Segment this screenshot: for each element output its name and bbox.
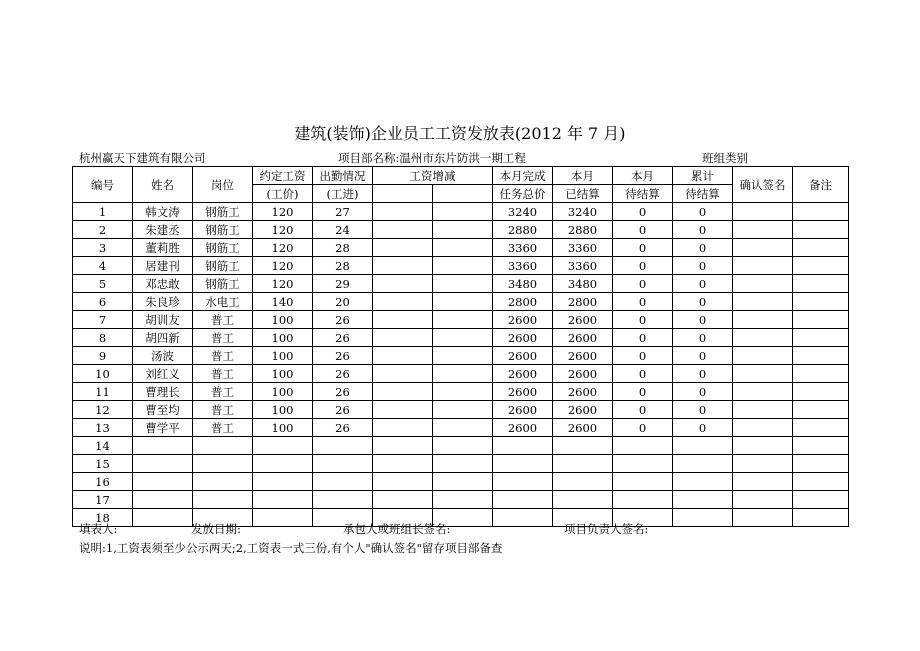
team-type-label: 班组类别 [702, 151, 748, 165]
cell-name: 韩文涛 [133, 203, 193, 221]
cell-adjust-a [373, 473, 433, 491]
table-row [73, 419, 849, 437]
table-row [73, 257, 849, 275]
cell-name [133, 437, 193, 455]
header-adjust-a [373, 185, 433, 203]
cell-cumulative [673, 473, 733, 491]
cell-settled: 2800 [553, 293, 613, 311]
cell-adjust-a [373, 203, 433, 221]
cell-name: 汤波 [133, 347, 193, 365]
cell-no: 11 [73, 383, 133, 401]
table-row [73, 311, 849, 329]
cell-total: 2600 [493, 401, 553, 419]
cell-remark [793, 221, 849, 239]
cell-name: 胡四新 [133, 329, 193, 347]
header-settled-sub: 已结算 [553, 185, 613, 203]
cell-days [313, 491, 373, 509]
header-no: 编号 [73, 167, 133, 203]
cell-remark [793, 257, 849, 275]
cell-post: 普工 [193, 419, 253, 437]
header-pending: 本月 [613, 167, 673, 185]
cell-pending: 0 [613, 221, 673, 239]
cell-adjust-b [433, 491, 493, 509]
cell-settled: 3240 [553, 203, 613, 221]
cell-adjust-a [373, 239, 433, 257]
header-adjust: 工资增减 [373, 167, 493, 185]
cell-wage: 100 [253, 347, 313, 365]
cell-total: 2600 [493, 329, 553, 347]
cell-no: 5 [73, 275, 133, 293]
cell-confirm [733, 401, 793, 419]
cell-days: 26 [313, 383, 373, 401]
cell-cumulative [673, 437, 733, 455]
cell-adjust-b [433, 293, 493, 311]
cell-adjust-a [373, 419, 433, 437]
cell-adjust-b [433, 347, 493, 365]
cell-remark [793, 491, 849, 509]
cell-total: 2880 [493, 221, 553, 239]
cell-cumulative [673, 455, 733, 473]
cell-confirm [733, 311, 793, 329]
cell-days [313, 473, 373, 491]
cell-total [493, 473, 553, 491]
cell-post [193, 437, 253, 455]
cell-confirm [733, 257, 793, 275]
header-row [73, 167, 849, 185]
header-wage: 约定工资 [253, 167, 313, 185]
cell-pending [613, 455, 673, 473]
header-name: 姓名 [133, 167, 193, 203]
cell-settled: 2600 [553, 419, 613, 437]
cell-no: 18 [73, 509, 133, 527]
cell-total: 3480 [493, 275, 553, 293]
cell-remark [793, 401, 849, 419]
cell-wage: 100 [253, 419, 313, 437]
cell-cumulative: 0 [673, 293, 733, 311]
cell-wage [253, 455, 313, 473]
cell-wage: 100 [253, 329, 313, 347]
cell-confirm [733, 473, 793, 491]
cell-name: 朱良珍 [133, 293, 193, 311]
page-title: 建筑(装饰)企业员工工资发放表(2012 年 7 月) [294, 124, 626, 143]
header-total-sub: 任务总价 [493, 185, 553, 203]
cell-name: 胡训友 [133, 311, 193, 329]
cell-days: 26 [313, 401, 373, 419]
cell-wage [253, 491, 313, 509]
header-attendance-sub: (工进) [313, 185, 373, 203]
cell-name: 刘红义 [133, 365, 193, 383]
cell-settled: 3360 [553, 257, 613, 275]
cell-name: 董莉胜 [133, 239, 193, 257]
cell-name: 邓忠敢 [133, 275, 193, 293]
contractor-sign-label: 承包人或班组长签名: [343, 522, 451, 536]
cell-wage: 120 [253, 257, 313, 275]
cell-name: 曹理长 [133, 383, 193, 401]
cell-no: 16 [73, 473, 133, 491]
cell-adjust-b [433, 401, 493, 419]
table-row [73, 365, 849, 383]
header-cumulative-sub: 待结算 [673, 185, 733, 203]
cell-adjust-a [373, 329, 433, 347]
cell-wage: 140 [253, 293, 313, 311]
cell-name: 曹至均 [133, 401, 193, 419]
cell-remark [793, 383, 849, 401]
cell-confirm [733, 509, 793, 527]
header-cumulative: 累计 [673, 167, 733, 185]
cell-post: 普工 [193, 383, 253, 401]
cell-cumulative: 0 [673, 311, 733, 329]
cell-name [133, 473, 193, 491]
cell-cumulative: 0 [673, 275, 733, 293]
cell-cumulative [673, 509, 733, 527]
cell-name: 居建刊 [133, 257, 193, 275]
table-row [73, 239, 849, 257]
cell-pending: 0 [613, 311, 673, 329]
cell-no: 10 [73, 365, 133, 383]
cell-confirm [733, 203, 793, 221]
cell-days: 29 [313, 275, 373, 293]
cell-post: 普工 [193, 311, 253, 329]
cell-no: 2 [73, 221, 133, 239]
table-row [73, 221, 849, 239]
cell-cumulative: 0 [673, 347, 733, 365]
table-row [73, 203, 849, 221]
cell-settled: 2600 [553, 311, 613, 329]
cell-total: 2600 [493, 383, 553, 401]
cell-total: 3360 [493, 239, 553, 257]
cell-pending: 0 [613, 203, 673, 221]
cell-pending: 0 [613, 257, 673, 275]
cell-settled: 2600 [553, 401, 613, 419]
cell-total [493, 437, 553, 455]
header-settled: 本月 [553, 167, 613, 185]
cell-wage: 100 [253, 365, 313, 383]
table-row [73, 491, 849, 509]
cell-adjust-a [373, 491, 433, 509]
cell-pending: 0 [613, 347, 673, 365]
cell-confirm [733, 347, 793, 365]
cell-post: 普工 [193, 401, 253, 419]
cell-days: 26 [313, 419, 373, 437]
cell-adjust-b [433, 383, 493, 401]
cell-wage: 120 [253, 275, 313, 293]
cell-total: 2600 [493, 311, 553, 329]
cell-remark [793, 347, 849, 365]
table-row [73, 275, 849, 293]
table-row [73, 347, 849, 365]
cell-pending: 0 [613, 239, 673, 257]
cell-adjust-b [433, 329, 493, 347]
cell-no: 17 [73, 491, 133, 509]
cell-no: 15 [73, 455, 133, 473]
header-confirm: 确认签名 [733, 167, 793, 203]
table-row [73, 293, 849, 311]
cell-wage: 100 [253, 311, 313, 329]
cell-settled: 2600 [553, 347, 613, 365]
cell-adjust-a [373, 365, 433, 383]
cell-name [133, 455, 193, 473]
cell-remark [793, 437, 849, 455]
cell-settled: 2880 [553, 221, 613, 239]
cell-cumulative: 0 [673, 221, 733, 239]
cell-pending: 0 [613, 383, 673, 401]
cell-pending [613, 491, 673, 509]
cell-cumulative: 0 [673, 419, 733, 437]
header-post: 岗位 [193, 167, 253, 203]
cell-adjust-b [433, 311, 493, 329]
cell-pending: 0 [613, 293, 673, 311]
cell-cumulative: 0 [673, 383, 733, 401]
cell-wage: 120 [253, 239, 313, 257]
cell-adjust-b [433, 221, 493, 239]
cell-total: 3240 [493, 203, 553, 221]
cell-post: 钢筋工 [193, 221, 253, 239]
cell-total: 2600 [493, 365, 553, 383]
cell-days: 28 [313, 239, 373, 257]
cell-adjust-b [433, 203, 493, 221]
pay-date-label: 发放日期: [191, 522, 241, 536]
cell-post: 普工 [193, 365, 253, 383]
cell-adjust-b [433, 257, 493, 275]
cell-settled: 2600 [553, 383, 613, 401]
cell-confirm [733, 239, 793, 257]
cell-cumulative: 0 [673, 257, 733, 275]
cell-post: 钢筋工 [193, 203, 253, 221]
cell-total [493, 491, 553, 509]
cell-total [493, 455, 553, 473]
cell-wage: 120 [253, 221, 313, 239]
cell-adjust-a [373, 437, 433, 455]
cell-confirm [733, 293, 793, 311]
cell-settled [553, 473, 613, 491]
cell-adjust-a [373, 347, 433, 365]
cell-days [313, 455, 373, 473]
cell-confirm [733, 221, 793, 239]
cell-adjust-a [373, 383, 433, 401]
cell-no: 1 [73, 203, 133, 221]
cell-no: 9 [73, 347, 133, 365]
cell-cumulative: 0 [673, 401, 733, 419]
cell-post: 普工 [193, 347, 253, 365]
cell-remark [793, 509, 849, 527]
cell-pending: 0 [613, 419, 673, 437]
cell-confirm [733, 383, 793, 401]
cell-settled: 2600 [553, 329, 613, 347]
table-row [73, 383, 849, 401]
cell-remark [793, 293, 849, 311]
cell-settled [553, 437, 613, 455]
cell-post: 钢筋工 [193, 275, 253, 293]
cell-wage [253, 473, 313, 491]
cell-total: 2800 [493, 293, 553, 311]
cell-remark [793, 455, 849, 473]
header-wage-sub: (工价) [253, 185, 313, 203]
cell-confirm [733, 491, 793, 509]
table-row [73, 473, 849, 491]
cell-no: 8 [73, 329, 133, 347]
cell-total: 2600 [493, 347, 553, 365]
cell-settled: 2600 [553, 365, 613, 383]
cell-settled: 3480 [553, 275, 613, 293]
table-row [73, 329, 849, 347]
cell-days [313, 437, 373, 455]
cell-remark [793, 311, 849, 329]
cell-settled: 3360 [553, 239, 613, 257]
cell-cumulative: 0 [673, 239, 733, 257]
cell-name [133, 491, 193, 509]
header-total: 本月完成 [493, 167, 553, 185]
cell-adjust-b [433, 239, 493, 257]
cell-days: 28 [313, 257, 373, 275]
cell-adjust-b [433, 455, 493, 473]
cell-adjust-a [373, 293, 433, 311]
cell-cumulative: 0 [673, 365, 733, 383]
cell-remark [793, 275, 849, 293]
cell-confirm [733, 455, 793, 473]
cell-no: 13 [73, 419, 133, 437]
cell-post [193, 491, 253, 509]
company-name: 杭州赢天下建筑有限公司 [79, 151, 206, 165]
cell-remark [793, 203, 849, 221]
cell-pending [613, 473, 673, 491]
cell-wage [253, 509, 313, 527]
cell-adjust-b [433, 437, 493, 455]
cell-cumulative: 0 [673, 203, 733, 221]
cell-adjust-b [433, 473, 493, 491]
cell-remark [793, 419, 849, 437]
cell-post: 钢筋工 [193, 257, 253, 275]
cell-adjust-a [373, 401, 433, 419]
cell-no: 12 [73, 401, 133, 419]
cell-adjust-b [433, 275, 493, 293]
cell-post: 钢筋工 [193, 239, 253, 257]
cell-no: 7 [73, 311, 133, 329]
table-row [73, 509, 849, 527]
cell-settled [553, 491, 613, 509]
cell-remark [793, 329, 849, 347]
table-row [73, 401, 849, 419]
cell-no: 6 [73, 293, 133, 311]
cell-total [493, 509, 553, 527]
header-attendance: 出勤情况 [313, 167, 373, 185]
cell-wage: 100 [253, 401, 313, 419]
cell-days: 20 [313, 293, 373, 311]
cell-name [133, 509, 193, 527]
cell-confirm [733, 419, 793, 437]
table-row [73, 437, 849, 455]
cell-adjust-a [373, 275, 433, 293]
cell-wage [253, 437, 313, 455]
cell-cumulative: 0 [673, 329, 733, 347]
cell-pending: 0 [613, 401, 673, 419]
cell-days: 26 [313, 329, 373, 347]
cell-post [193, 455, 253, 473]
cell-adjust-b [433, 365, 493, 383]
cell-days: 26 [313, 365, 373, 383]
header-remark: 备注 [793, 167, 849, 203]
cell-days: 26 [313, 347, 373, 365]
cell-post [193, 473, 253, 491]
cell-post: 水电工 [193, 293, 253, 311]
cell-name: 曹学平 [133, 419, 193, 437]
header-pending-sub: 待结算 [613, 185, 673, 203]
cell-name: 朱建丞 [133, 221, 193, 239]
cell-confirm [733, 329, 793, 347]
cell-pending: 0 [613, 275, 673, 293]
cell-pending: 0 [613, 365, 673, 383]
project-name: 项目部名称:温州市东片防洪一期工程 [338, 151, 526, 165]
manager-sign-label: 项目负责人签名: [564, 522, 649, 536]
cell-no: 14 [73, 437, 133, 455]
header-adjust-b [433, 185, 493, 203]
cell-confirm [733, 365, 793, 383]
cell-wage: 120 [253, 203, 313, 221]
cell-adjust-a [373, 311, 433, 329]
cell-cumulative [673, 491, 733, 509]
note-text: 说明:1,工资表须至少公示两天;2,工资表一式三份,有个人"确认签名"留存项目部备查 [79, 541, 503, 555]
cell-confirm [733, 437, 793, 455]
cell-confirm [733, 275, 793, 293]
cell-no: 4 [73, 257, 133, 275]
cell-days: 24 [313, 221, 373, 239]
cell-no: 3 [73, 239, 133, 257]
table-row [73, 455, 849, 473]
cell-pending [613, 437, 673, 455]
cell-post: 普工 [193, 329, 253, 347]
cell-adjust-a [373, 221, 433, 239]
cell-total: 2600 [493, 419, 553, 437]
wage-table [72, 166, 849, 527]
cell-pending: 0 [613, 329, 673, 347]
cell-total: 3360 [493, 257, 553, 275]
filler-label: 填表人: [79, 522, 118, 536]
cell-days: 26 [313, 311, 373, 329]
cell-days: 27 [313, 203, 373, 221]
cell-remark [793, 239, 849, 257]
cell-adjust-a [373, 257, 433, 275]
cell-adjust-b [433, 419, 493, 437]
cell-remark [793, 473, 849, 491]
cell-adjust-a [373, 455, 433, 473]
cell-settled [553, 455, 613, 473]
cell-remark [793, 365, 849, 383]
cell-wage: 100 [253, 383, 313, 401]
